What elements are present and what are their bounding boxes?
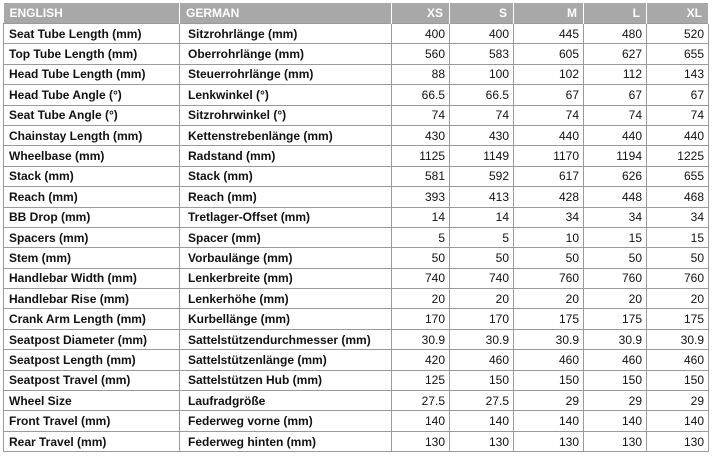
value-cell-l: 140: [584, 411, 647, 431]
row-label-german: Radstand (mm): [180, 146, 392, 166]
value-cell-l: 448: [584, 187, 647, 207]
row-label-english: Wheelbase (mm): [4, 146, 180, 166]
table-row: [4, 125, 709, 145]
value-cell-xs: 20: [392, 289, 450, 309]
row-label-german: Sattelstützen Hub (mm): [180, 370, 392, 390]
row-label-german: Sitzrohrwinkel (°): [180, 105, 392, 125]
value-cell-s: 460: [450, 350, 514, 370]
value-cell-s: 130: [450, 431, 514, 451]
row-label-german: Sattelstützenlänge (mm): [180, 350, 392, 370]
row-label-english: Seat Tube Angle (°): [4, 105, 180, 125]
value-cell-m: 74: [514, 105, 584, 125]
value-cell-s: 430: [450, 125, 514, 145]
value-cell-xs: 430: [392, 125, 450, 145]
value-cell-xl: 655: [647, 44, 709, 64]
row-label-english: Crank Arm Length (mm): [4, 309, 180, 329]
row-label-english: Seatpost Length (mm): [4, 350, 180, 370]
value-cell-m: 50: [514, 248, 584, 268]
row-label-german: Kurbellänge (mm): [180, 309, 392, 329]
value-cell-s: 5: [450, 227, 514, 247]
value-cell-s: 140: [450, 411, 514, 431]
value-cell-s: 583: [450, 44, 514, 64]
value-cell-m: 130: [514, 431, 584, 451]
value-cell-s: 66.5: [450, 85, 514, 105]
row-label-german: Federweg hinten (mm): [180, 431, 392, 451]
row-label-english: Front Travel (mm): [4, 411, 180, 431]
value-cell-m: 617: [514, 166, 584, 186]
table-row: [4, 166, 709, 186]
table-row: [4, 411, 709, 431]
value-cell-l: 30.9: [584, 329, 647, 349]
table-row: [4, 370, 709, 390]
value-cell-s: 592: [450, 166, 514, 186]
value-cell-l: 50: [584, 248, 647, 268]
value-cell-m: 102: [514, 64, 584, 84]
value-cell-xl: 29: [647, 391, 709, 411]
value-cell-l: 29: [584, 391, 647, 411]
value-cell-s: 27.5: [450, 391, 514, 411]
value-cell-xs: 5: [392, 227, 450, 247]
header-size-xl: XL: [647, 3, 709, 24]
value-cell-s: 740: [450, 268, 514, 288]
row-label-english: Stem (mm): [4, 248, 180, 268]
row-label-german: Stack (mm): [180, 166, 392, 186]
value-cell-xl: 143: [647, 64, 709, 84]
table-row: [4, 64, 709, 84]
value-cell-s: 170: [450, 309, 514, 329]
header-size-l: L: [584, 3, 647, 24]
value-cell-xs: 1125: [392, 146, 450, 166]
value-cell-s: 74: [450, 105, 514, 125]
value-cell-m: 760: [514, 268, 584, 288]
row-label-german: Laufradgröße: [180, 391, 392, 411]
value-cell-xl: 520: [647, 24, 709, 44]
value-cell-xl: 67: [647, 85, 709, 105]
value-cell-l: 67: [584, 85, 647, 105]
value-cell-m: 460: [514, 350, 584, 370]
value-cell-xs: 88: [392, 64, 450, 84]
value-cell-xs: 27.5: [392, 391, 450, 411]
row-label-german: Lenkerbreite (mm): [180, 268, 392, 288]
row-label-german: Vorbaulänge (mm): [180, 248, 392, 268]
row-label-english: Seatpost Travel (mm): [4, 370, 180, 390]
value-cell-l: 34: [584, 207, 647, 227]
value-cell-m: 10: [514, 227, 584, 247]
value-cell-l: 74: [584, 105, 647, 125]
table-row: [4, 329, 709, 349]
value-cell-xs: 581: [392, 166, 450, 186]
value-cell-s: 150: [450, 370, 514, 390]
table-body: [4, 24, 709, 452]
row-label-english: Stack (mm): [4, 166, 180, 186]
value-cell-l: 150: [584, 370, 647, 390]
value-cell-m: 67: [514, 85, 584, 105]
row-label-german: Sattelstützendurchmesser (mm): [180, 329, 392, 349]
row-label-english: Chainstay Length (mm): [4, 125, 180, 145]
value-cell-xl: 15: [647, 227, 709, 247]
header-size-m: M: [514, 3, 584, 24]
value-cell-l: 130: [584, 431, 647, 451]
header-german: GERMAN: [180, 3, 392, 24]
value-cell-xs: 560: [392, 44, 450, 64]
row-label-english: Reach (mm): [4, 187, 180, 207]
value-cell-xs: 14: [392, 207, 450, 227]
value-cell-s: 50: [450, 248, 514, 268]
value-cell-l: 480: [584, 24, 647, 44]
value-cell-xs: 740: [392, 268, 450, 288]
value-cell-xs: 393: [392, 187, 450, 207]
value-cell-xs: 130: [392, 431, 450, 451]
row-label-german: Kettenstrebenlänge (mm): [180, 125, 392, 145]
value-cell-xl: 20: [647, 289, 709, 309]
value-cell-s: 413: [450, 187, 514, 207]
value-cell-m: 140: [514, 411, 584, 431]
value-cell-l: 175: [584, 309, 647, 329]
value-cell-l: 112: [584, 64, 647, 84]
value-cell-s: 30.9: [450, 329, 514, 349]
value-cell-xl: 34: [647, 207, 709, 227]
row-label-german: Oberrohrlänge (mm): [180, 44, 392, 64]
value-cell-xl: 140: [647, 411, 709, 431]
row-label-german: Sitzrohrlänge (mm): [180, 24, 392, 44]
geometry-table: [3, 3, 709, 452]
value-cell-xs: 125: [392, 370, 450, 390]
header-english: ENGLISH: [4, 3, 180, 24]
table-row: [4, 289, 709, 309]
value-cell-m: 34: [514, 207, 584, 227]
row-label-english: Head Tube Length (mm): [4, 64, 180, 84]
value-cell-xs: 66.5: [392, 85, 450, 105]
row-label-german: Spacer (mm): [180, 227, 392, 247]
row-label-english: Seat Tube Length (mm): [4, 24, 180, 44]
value-cell-xl: 760: [647, 268, 709, 288]
row-label-english: Wheel Size: [4, 391, 180, 411]
row-label-german: Lenkwinkel (°): [180, 85, 392, 105]
value-cell-l: 760: [584, 268, 647, 288]
value-cell-m: 150: [514, 370, 584, 390]
value-cell-xl: 74: [647, 105, 709, 125]
value-cell-xl: 175: [647, 309, 709, 329]
row-label-english: Seatpost Diameter (mm): [4, 329, 180, 349]
row-label-german: Steuerrohrlänge (mm): [180, 64, 392, 84]
value-cell-xs: 74: [392, 105, 450, 125]
row-label-english: Top Tube Length (mm): [4, 44, 180, 64]
table-row: [4, 44, 709, 64]
table-row: [4, 105, 709, 125]
row-label-english: Spacers (mm): [4, 227, 180, 247]
header-size-s: S: [450, 3, 514, 24]
value-cell-xl: 1225: [647, 146, 709, 166]
row-label-english: Rear Travel (mm): [4, 431, 180, 451]
value-cell-m: 1170: [514, 146, 584, 166]
row-label-german: Lenkerhöhe (mm): [180, 289, 392, 309]
value-cell-l: 15: [584, 227, 647, 247]
value-cell-xs: 140: [392, 411, 450, 431]
value-cell-l: 440: [584, 125, 647, 145]
row-label-german: Federweg vorne (mm): [180, 411, 392, 431]
value-cell-s: 14: [450, 207, 514, 227]
table-row: [4, 431, 709, 451]
value-cell-xl: 150: [647, 370, 709, 390]
value-cell-m: 30.9: [514, 329, 584, 349]
table-row: [4, 350, 709, 370]
value-cell-m: 29: [514, 391, 584, 411]
value-cell-xl: 440: [647, 125, 709, 145]
value-cell-xl: 30.9: [647, 329, 709, 349]
table-row: [4, 85, 709, 105]
table-row: [4, 227, 709, 247]
value-cell-l: 627: [584, 44, 647, 64]
value-cell-m: 20: [514, 289, 584, 309]
value-cell-xs: 420: [392, 350, 450, 370]
value-cell-xl: 468: [647, 187, 709, 207]
value-cell-s: 20: [450, 289, 514, 309]
value-cell-s: 400: [450, 24, 514, 44]
value-cell-l: 460: [584, 350, 647, 370]
row-label-english: Handlebar Width (mm): [4, 268, 180, 288]
value-cell-xl: 655: [647, 166, 709, 186]
table-row: [4, 309, 709, 329]
value-cell-l: 626: [584, 166, 647, 186]
row-label-english: Head Tube Angle (°): [4, 85, 180, 105]
value-cell-xs: 400: [392, 24, 450, 44]
header-row: [4, 3, 709, 24]
table-header: [4, 3, 709, 24]
table-row: [4, 207, 709, 227]
value-cell-xs: 30.9: [392, 329, 450, 349]
table-row: [4, 268, 709, 288]
table-row: [4, 24, 709, 44]
value-cell-xl: 50: [647, 248, 709, 268]
value-cell-m: 175: [514, 309, 584, 329]
value-cell-xs: 50: [392, 248, 450, 268]
table-row: [4, 391, 709, 411]
value-cell-l: 20: [584, 289, 647, 309]
row-label-german: Tretlager-Offset (mm): [180, 207, 392, 227]
row-label-english: BB Drop (mm): [4, 207, 180, 227]
value-cell-m: 445: [514, 24, 584, 44]
value-cell-xl: 130: [647, 431, 709, 451]
table-row: [4, 248, 709, 268]
row-label-german: Reach (mm): [180, 187, 392, 207]
row-label-english: Handlebar Rise (mm): [4, 289, 180, 309]
value-cell-m: 440: [514, 125, 584, 145]
value-cell-s: 100: [450, 64, 514, 84]
table-row: [4, 187, 709, 207]
value-cell-m: 605: [514, 44, 584, 64]
value-cell-s: 1149: [450, 146, 514, 166]
value-cell-m: 428: [514, 187, 584, 207]
value-cell-xs: 170: [392, 309, 450, 329]
table-row: [4, 146, 709, 166]
value-cell-l: 1194: [584, 146, 647, 166]
value-cell-xl: 460: [647, 350, 709, 370]
header-size-xs: XS: [392, 3, 450, 24]
